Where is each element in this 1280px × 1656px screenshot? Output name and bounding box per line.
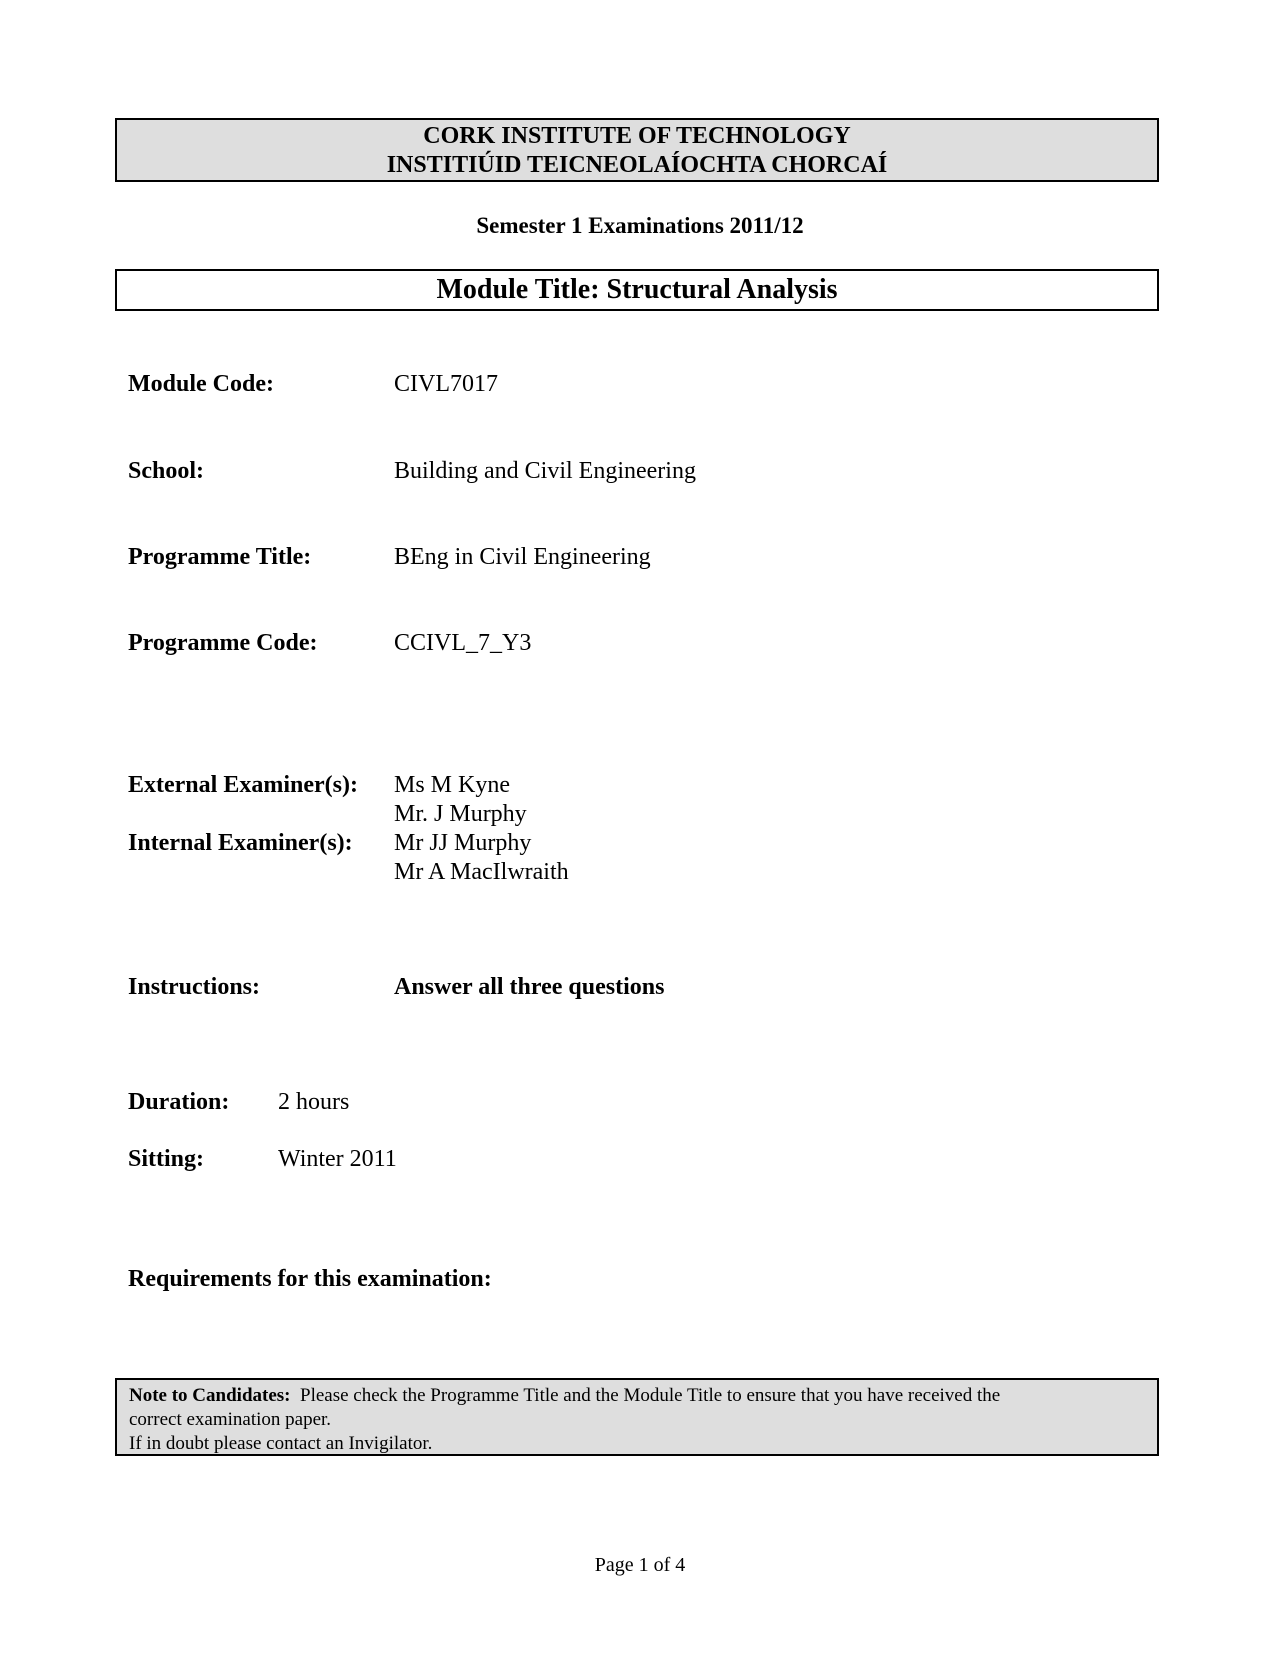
sitting-value: Winter 2011 <box>278 1146 397 1172</box>
examiner-name: Ms M Kyne <box>394 772 511 798</box>
institute-name-english: CORK INSTITUTE OF TECHNOLOGY <box>423 123 851 149</box>
duration-value: 2 hours <box>278 1089 350 1115</box>
internal-examiner-label: Internal Examiner(s): <box>128 830 353 856</box>
module-code-label: Module Code: <box>128 371 274 397</box>
note-to-candidates <box>115 1378 1159 1456</box>
institute-name-irish: INSTITIÚID TEICNEOLAÍOCHTA CHORCAÍ <box>386 152 888 178</box>
requirements-label: Requirements for this examination: <box>128 1266 492 1292</box>
page-number: Page 1 of 4 <box>594 1554 686 1576</box>
school-value: Building and Civil Engineering <box>394 458 696 484</box>
external-examiner-label: External Examiner(s): <box>128 772 358 798</box>
instructions-label: Instructions: <box>128 974 261 1000</box>
note-label: Note to Candidates: <box>129 1385 291 1406</box>
examiner-name: Mr. J Murphy <box>394 801 527 827</box>
duration-label: Duration: <box>128 1089 230 1115</box>
institute-header <box>115 118 1159 182</box>
note-line: correct examination paper. <box>129 1409 332 1430</box>
sitting-label: Sitting: <box>128 1146 205 1172</box>
module-code-value: CIVL7017 <box>394 371 498 397</box>
module-title: Module Title: Structural Analysis <box>115 269 1159 311</box>
examiner-name: Mr A MacIlwraith <box>394 859 569 885</box>
note-text: Please check the Programme Title and the Module Title to ensure that you have received the <box>300 1385 1001 1406</box>
semester-heading: Semester 1 Examinations 2011/12 <box>476 213 804 238</box>
instructions-value: Answer all three questions <box>394 974 665 1000</box>
school-label: School: <box>128 458 205 484</box>
note-line <box>129 1384 1145 1408</box>
programme-code-value: CCIVL_7_Y3 <box>394 630 532 656</box>
programme-code-label: Programme Code: <box>128 630 318 656</box>
programme-title-value: BEng in Civil Engineering <box>394 544 651 570</box>
examiner-name: Mr JJ Murphy <box>394 830 532 856</box>
programme-title-label: Programme Title: <box>128 544 312 570</box>
note-line: If in doubt please contact an Invigilator. <box>129 1433 433 1454</box>
